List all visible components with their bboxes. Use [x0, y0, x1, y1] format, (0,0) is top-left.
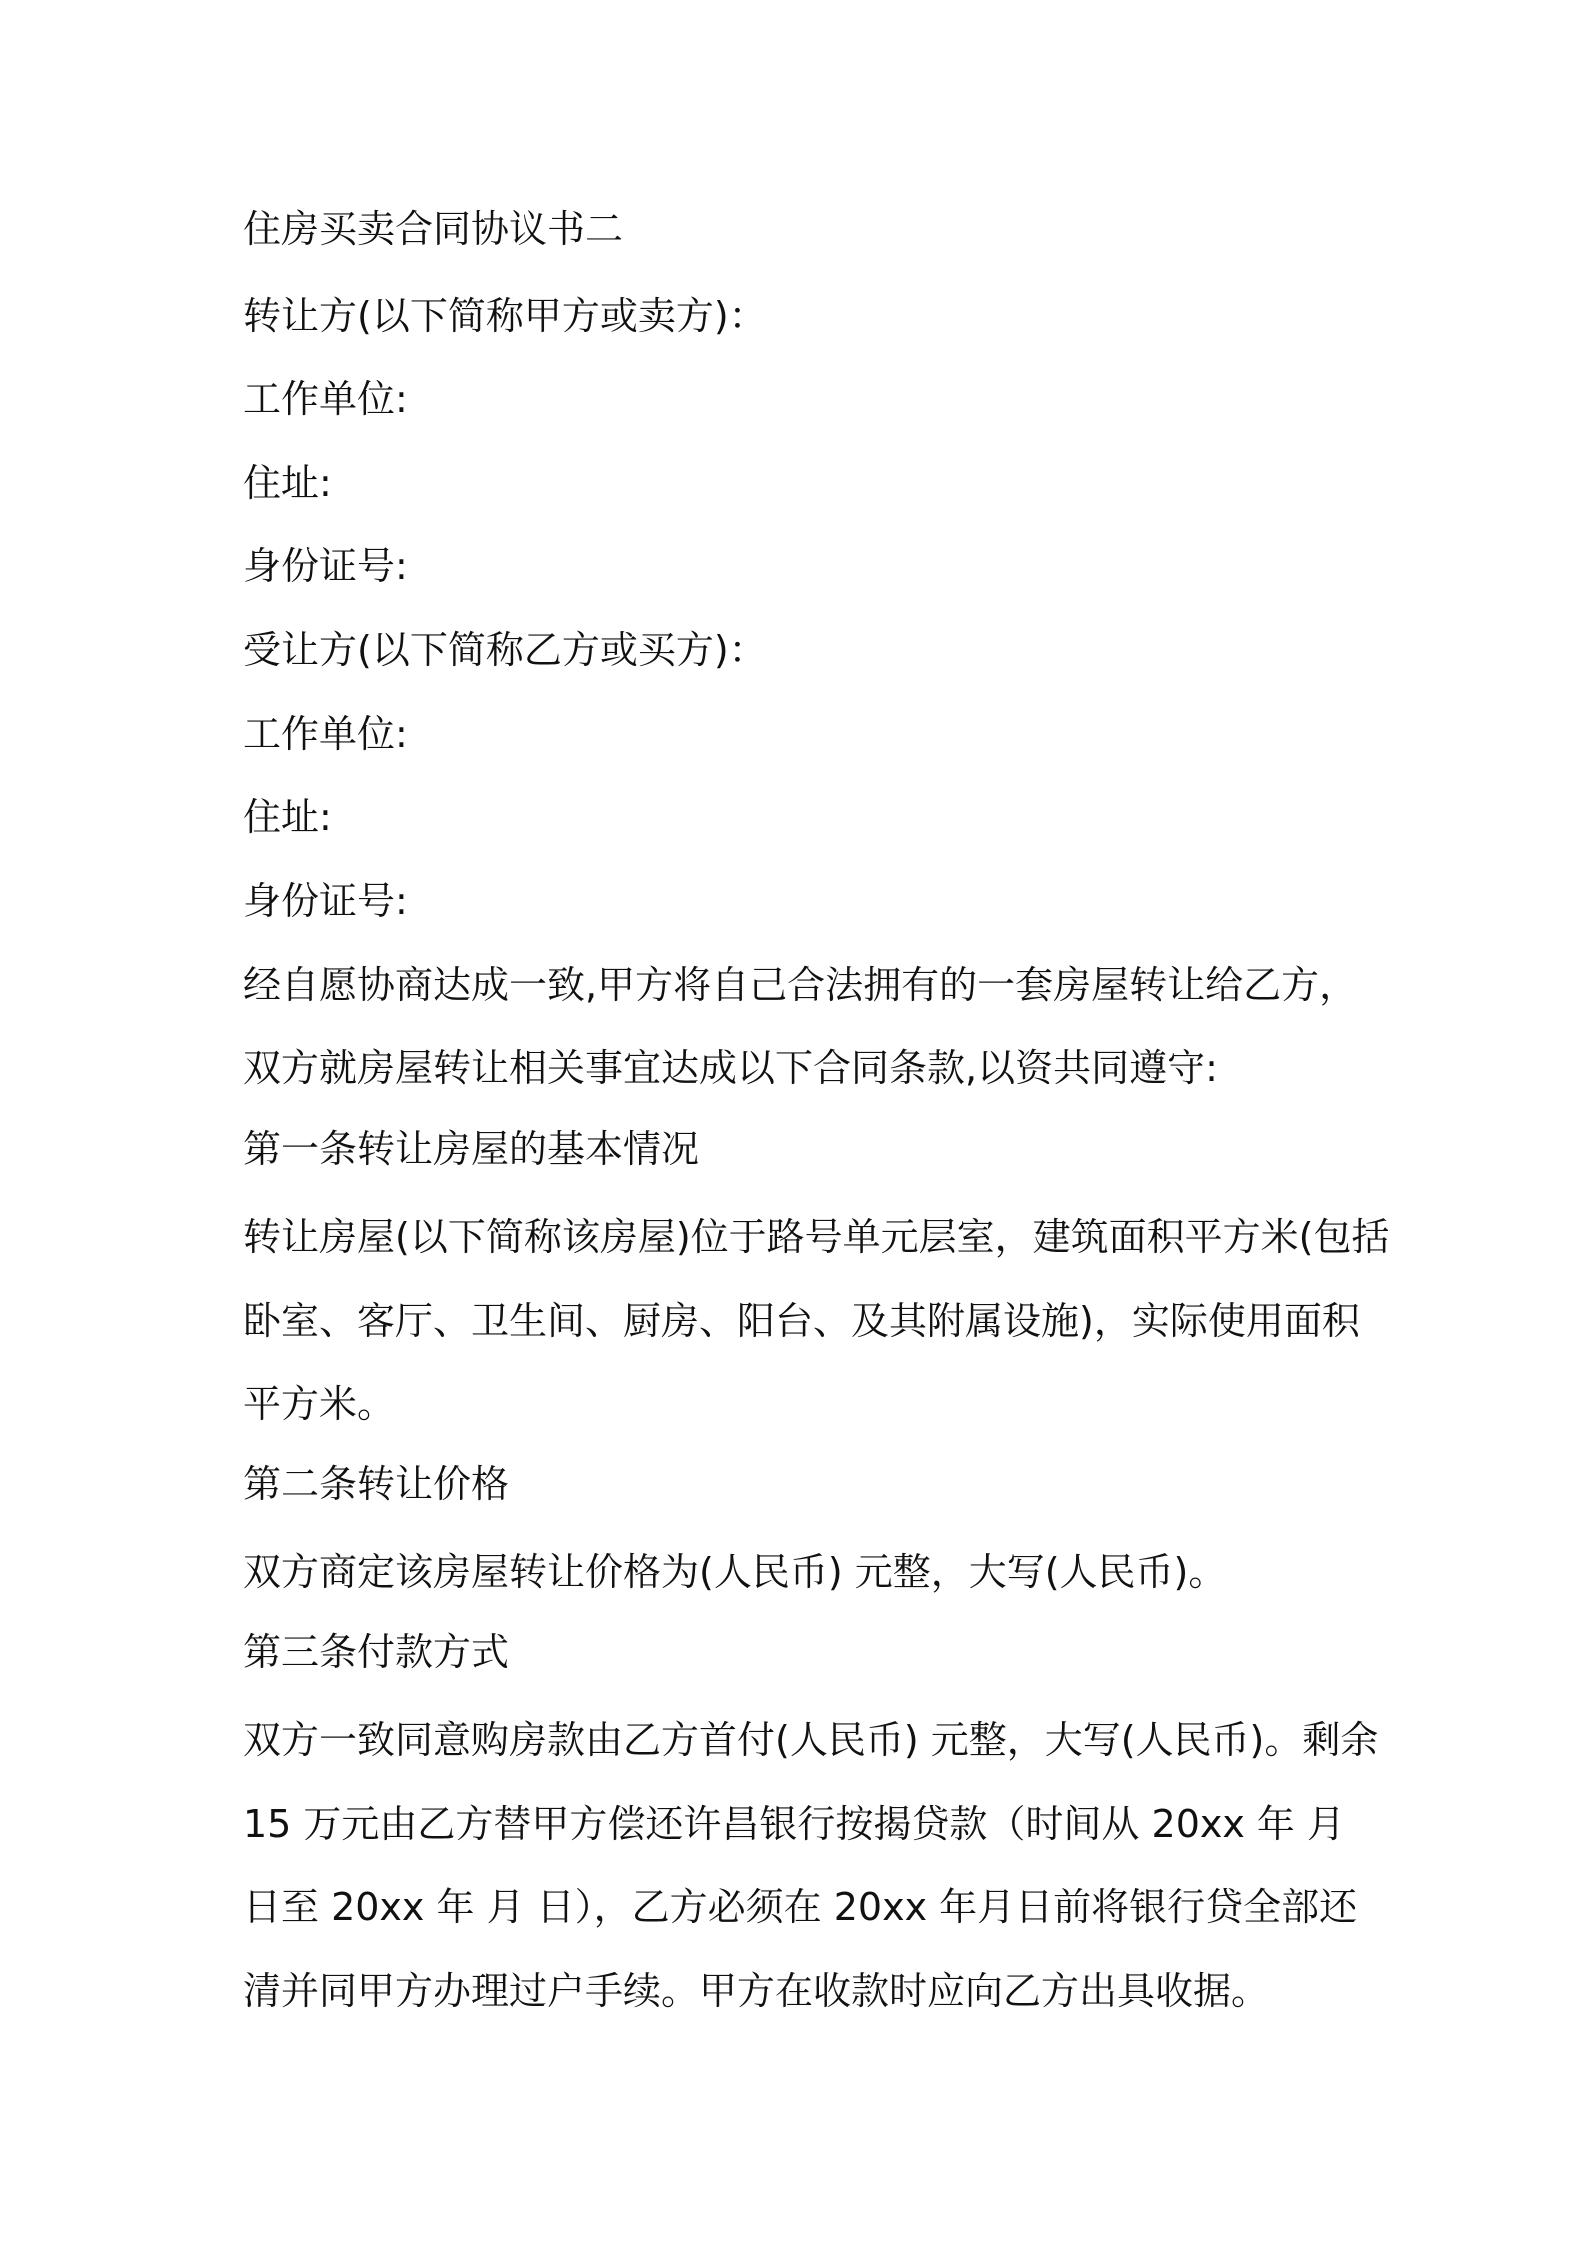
article2-heading: 第二条转让价格	[243, 1462, 510, 1506]
party-b-work-unit: 工作单位:	[243, 712, 408, 756]
document-title: 住房买卖合同协议书二	[243, 207, 624, 251]
article3-line-4: 清并同甲方办理过户手续。甲方在收款时应向乙方出具收据。	[243, 1969, 1270, 2013]
article1-line-3: 平方米。	[243, 1382, 396, 1426]
preamble-line-1: 经自愿协商达成一致,甲方将自己合法拥有的一套房屋转让给乙方，	[243, 963, 1358, 1007]
article1-line-1: 转让房屋(以下简称该房屋)位于路号单元层室，建筑面积平方米(包括	[243, 1215, 1390, 1259]
article3-line-1: 双方一致同意购房款由乙方首付(人民币) 元整，大写(人民币)。剩余	[243, 1718, 1379, 1762]
article3-heading: 第三条付款方式	[243, 1630, 510, 1674]
preamble-line-2: 双方就房屋转让相关事宜达成以下合同条款,以资共同遵守:	[243, 1046, 1218, 1090]
article1-heading: 第一条转让房屋的基本情况	[243, 1127, 700, 1171]
party-a-heading: 转让方(以下简称甲方或卖方)：	[243, 294, 767, 338]
party-b-heading: 受让方(以下简称乙方或买方)：	[243, 628, 767, 672]
party-a-address: 住址:	[243, 461, 332, 505]
party-b-id-number: 身份证号:	[243, 879, 408, 923]
party-b-address: 住址:	[243, 795, 332, 839]
article1-line-2: 卧室、客厅、卫生间、厨房、阳台、及其附属设施)，实际使用面积	[243, 1299, 1360, 1343]
article3-line-3: 日至 20xx 年 月 日），乙方必须在 20xx 年月日前将银行贷全部还	[243, 1885, 1358, 1929]
article2-line-1: 双方商定该房屋转让价格为(人民币) 元整，大写(人民币)。	[243, 1550, 1227, 1594]
party-a-id-number: 身份证号:	[243, 544, 408, 588]
party-a-work-unit: 工作单位:	[243, 377, 408, 421]
article3-line-2: 15 万元由乙方替甲方偿还许昌银行按揭贷款（时间从 20xx 年 月	[243, 1802, 1346, 1846]
